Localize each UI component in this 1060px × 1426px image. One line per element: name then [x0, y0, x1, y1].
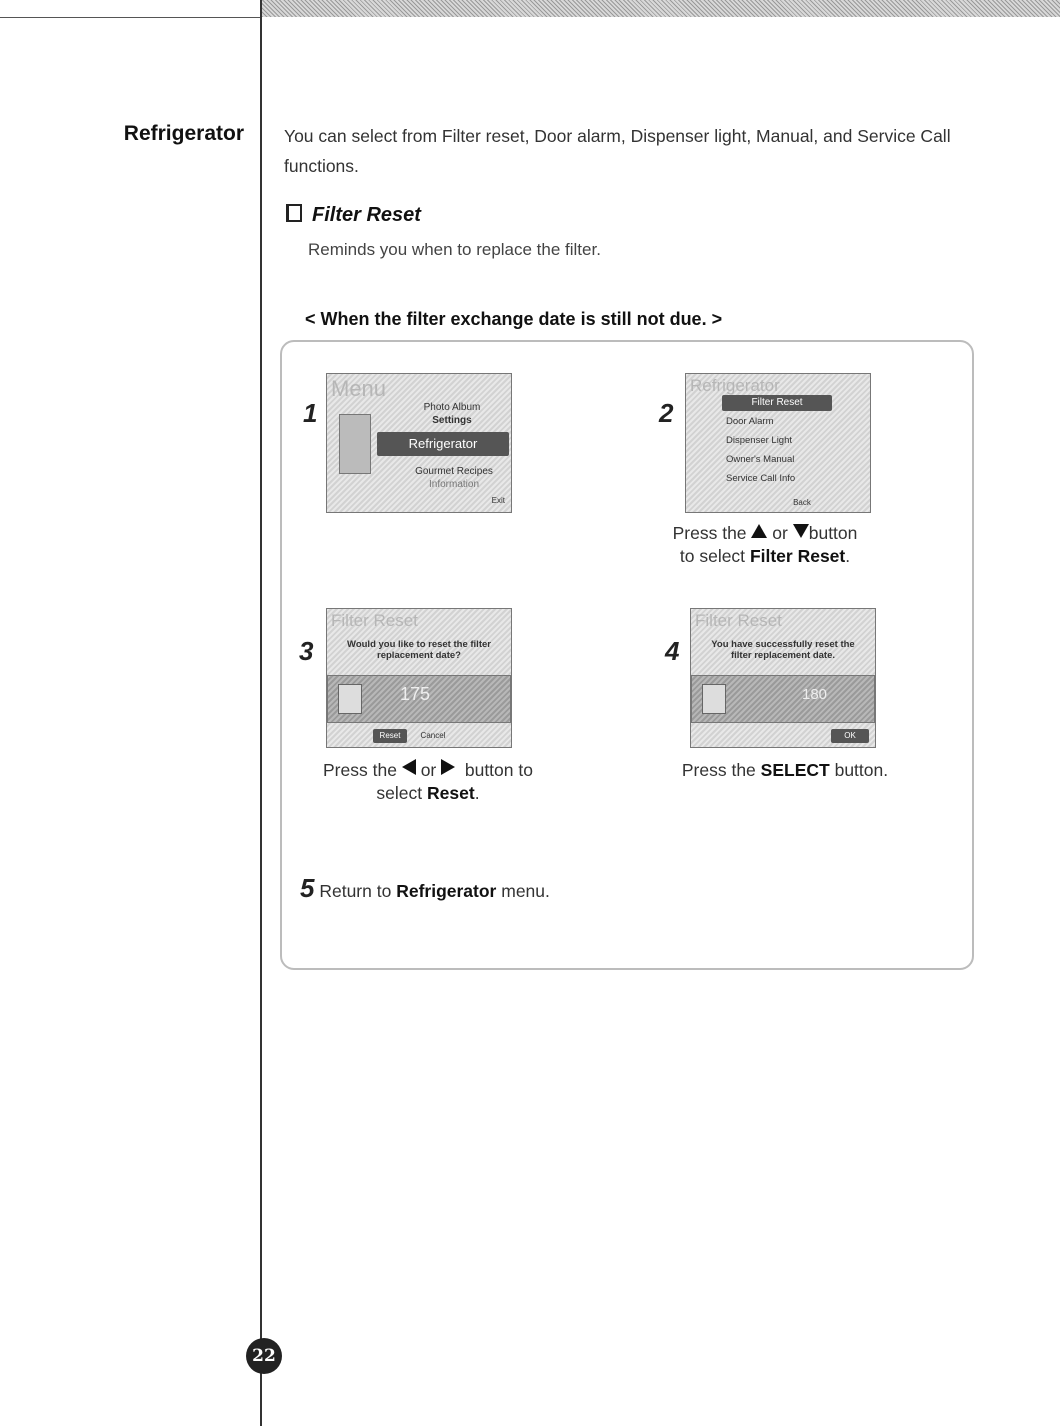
margin-rule [260, 0, 262, 1426]
step5-text-post: menu. [501, 881, 550, 901]
step4-panel-number: 180 [802, 686, 828, 703]
step4-caption-post: button. [834, 760, 889, 780]
step4-caption-bold: SELECT [760, 760, 830, 780]
step3-caption-post: button to [464, 760, 533, 780]
step4-panel [691, 675, 875, 723]
step4-ok-button: OK [831, 729, 869, 743]
step3-cancel-button: Cancel [420, 731, 446, 740]
step2-screen [685, 373, 871, 513]
step2-caption-pre: Press the [672, 523, 747, 543]
header-rule [0, 17, 262, 18]
step1-screen [326, 373, 512, 513]
step2-item-door-alarm: Door Alarm [726, 416, 774, 427]
step2-caption-mid: or [772, 523, 788, 543]
step-number-5: 5 [300, 873, 315, 903]
step3-caption-line2-pre: select [376, 783, 423, 803]
step-number-3: 3 [299, 636, 314, 666]
step3-screen-title: Filter Reset [331, 611, 418, 630]
filter-reset-heading [286, 204, 421, 227]
step2-caption-line1 [640, 522, 890, 545]
step1-item-settings: Settings [432, 415, 472, 426]
step2-item-owners-manual: Owner's Manual [726, 454, 795, 465]
step4-caption [660, 759, 910, 782]
fridge-icon [339, 414, 371, 474]
step1-screen-title: Menu [331, 376, 387, 401]
step1-item-gourmet: Gourmet Recipes [415, 466, 493, 477]
header-band [262, 0, 1060, 17]
step1-selected-refrigerator: Refrigerator [377, 432, 509, 456]
step1-footer: Exit [491, 496, 505, 505]
step3-caption-line2 [296, 782, 560, 805]
step5 [300, 873, 550, 904]
step3-caption-mid: or [420, 760, 437, 780]
intro-text: You can select from Filter reset, Door alarm, Dispenser light, Manual, and Service Call functions. [284, 126, 951, 176]
step1-item-photo-album: Photo Album [423, 402, 481, 413]
step3-panel [327, 675, 511, 723]
step3-panel-number: 175 [400, 684, 431, 704]
step2-caption-line2-pre: to select [679, 546, 746, 566]
filter-icon [338, 684, 362, 714]
step3-message: Would you like to reset the filter replacement date? [347, 639, 491, 661]
step2-item-service-call: Service Call Info [726, 473, 796, 484]
step-number-2: 2 [659, 398, 674, 428]
step4-message: You have successfully reset the filter replacement date. [711, 639, 855, 661]
step4-screen [690, 608, 876, 748]
step2-item-dispenser-light: Dispenser Light [726, 435, 793, 446]
step2-caption-line2 [640, 545, 890, 568]
step2-footer: Back [793, 498, 811, 507]
step2-screen-title: Refrigerator [690, 376, 780, 395]
step3-caption-pre: Press the [323, 760, 397, 780]
step3-screen [326, 608, 512, 748]
step2-selected-filter-reset: Filter Reset [722, 395, 832, 411]
filter-reset-title: Filter Reset [312, 204, 421, 226]
checkbox-icon [286, 204, 302, 222]
step2-caption-end: . [845, 546, 851, 566]
step5-text-pre: Return to [319, 881, 392, 901]
step3-caption-bold: Reset [427, 783, 475, 803]
step3-caption [296, 759, 560, 805]
step2-caption-post: button [808, 523, 858, 543]
filter-reset-description: Reminds you when to replace the filter. [308, 240, 601, 259]
step2-caption [640, 522, 890, 568]
step1-item-information: Information [428, 479, 480, 490]
step-number-1: 1 [303, 398, 318, 428]
up-arrow-icon [751, 524, 767, 538]
step3-caption-line1 [296, 759, 560, 782]
step3-caption-end: . [474, 783, 480, 803]
down-arrow-icon [793, 524, 809, 538]
left-arrow-icon [402, 759, 416, 775]
step3-reset-button: Reset [373, 729, 407, 743]
filter-icon [702, 684, 726, 714]
right-arrow-icon [441, 759, 455, 775]
condition-heading: < When the filter exchange date is still not due. > [305, 309, 723, 329]
step2-caption-bold: Filter Reset [749, 546, 846, 566]
step4-screen-title: Filter Reset [695, 611, 782, 630]
step-number-4: 4 [665, 636, 680, 666]
section-label: Refrigerator [123, 122, 244, 145]
page-number: 22 [246, 1338, 282, 1374]
step5-text-bold: Refrigerator [396, 881, 497, 901]
step4-caption-pre: Press the [681, 760, 756, 780]
